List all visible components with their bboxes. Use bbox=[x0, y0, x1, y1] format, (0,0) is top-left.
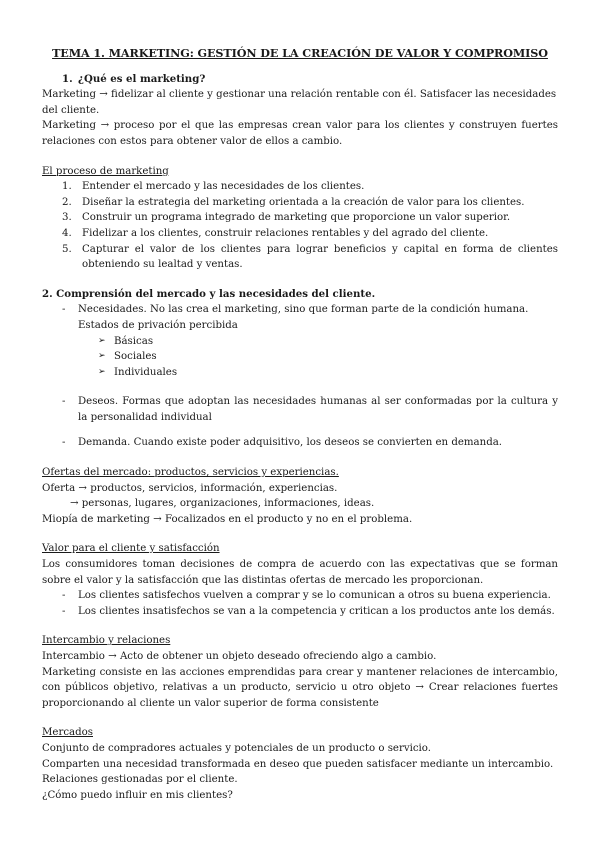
list-number: 5. bbox=[62, 243, 72, 255]
list-text: Fidelizar a los clientes, construir relaciones rentables y del agrado del cliente. bbox=[82, 227, 489, 239]
valor-text: Los consumidores toman decisiones de compra de acuerdo con las expectativas que se forman sobre el valor y la satisfacción que las distintas ofertas de mercado les proporcionan. bbox=[42, 559, 558, 586]
list-text: Capturar el valor de los clientes para lograr beneficios y capital en forma de clientes obteniendo su lealtad y ventas. bbox=[82, 243, 558, 271]
ofertas-line-2: → personas, lugares, organizaciones, informaciones, ideas. bbox=[70, 498, 375, 510]
list-number: 1. bbox=[62, 181, 72, 193]
ofertas-line-3: Miopía de marketing → Focalizados en el producto y no en el problema. bbox=[42, 513, 413, 525]
arrow-bullet-icon: ➢ bbox=[98, 366, 106, 377]
proceso-heading: El proceso de marketing bbox=[42, 165, 169, 177]
list-item bbox=[42, 365, 558, 381]
mercados-heading: Mercados bbox=[42, 727, 93, 739]
list-item bbox=[42, 349, 558, 365]
section-1-heading bbox=[42, 72, 558, 88]
section-2-heading: 2. Comprensión del mercado y las necesidades del cliente. bbox=[42, 287, 376, 300]
dash-marker: - bbox=[62, 590, 66, 602]
dash-marker: - bbox=[62, 605, 66, 617]
list-item bbox=[42, 334, 558, 350]
dash-marker: - bbox=[62, 396, 66, 408]
list-item bbox=[42, 195, 558, 211]
list-text: Básicas bbox=[114, 335, 154, 347]
list-text: Individuales bbox=[114, 366, 178, 378]
mercados-line-1: Conjunto de compradores actuales y potenciales de un producto o servicio. bbox=[42, 742, 431, 754]
dash-marker: - bbox=[62, 304, 66, 316]
deseos-text: Deseos. Formas que adoptan las necesidades humanas al ser conformadas por la cultura y la personalidad individual bbox=[78, 396, 558, 423]
list-text: Construir un programa integrado de marketing que proporcione un valor superior. bbox=[82, 212, 511, 224]
list-item bbox=[42, 179, 558, 195]
list-number: 4. bbox=[62, 227, 72, 239]
intercambio-heading: Intercambio y relaciones bbox=[42, 635, 171, 647]
list-text: Sociales bbox=[114, 351, 157, 363]
valor-item-2 bbox=[42, 604, 558, 620]
valor-item-1-text: Los clientes satisfechos vuelven a comprar y se lo comunican a otros su buena experiencia. bbox=[78, 590, 551, 602]
tipos-list bbox=[42, 334, 558, 381]
necesidades-item bbox=[42, 302, 558, 318]
demanda-text: Demanda. Cuando existe poder adquisitivo, los deseos se convierten en demanda. bbox=[78, 437, 503, 449]
proceso-list bbox=[42, 179, 558, 273]
demanda-item bbox=[42, 435, 558, 451]
section-1-number: 1. bbox=[62, 72, 73, 85]
deseos-item bbox=[42, 394, 558, 425]
valor-heading: Valor para el cliente y satisfacción bbox=[42, 543, 220, 555]
list-item bbox=[42, 242, 558, 273]
valor-item-1 bbox=[42, 588, 558, 604]
list-item bbox=[42, 210, 558, 226]
list-number: 2. bbox=[62, 196, 72, 208]
necesidades-text: Necesidades. No las crea el marketing, sino que forman parte de la condición humana. bbox=[78, 304, 529, 316]
marketing-definition-2: Marketing → proceso por el que las empresas crean valor para los clientes y construyen fuertes relaciones con estos para obtener valor de ellos a cambio. bbox=[42, 120, 558, 147]
ofertas-line-1: Oferta → productos, servicios, información, experiencias. bbox=[42, 482, 338, 494]
mercados-line-3: Relaciones gestionadas por el cliente. bbox=[42, 774, 238, 786]
marketing-definition-1: Marketing → fidelizar al cliente y gestionar una relación rentable con él. Satisfacer las necesidades del cliente. bbox=[42, 89, 557, 116]
list-text: Entender el mercado y las necesidades de los clientes. bbox=[82, 181, 365, 193]
mercados-line-2: Comparten una necesidad transformada en deseo que pueden satisfacer mediante un intercambio. bbox=[42, 758, 554, 770]
page-title: TEMA 1. MARKETING: GESTIÓN DE LA CREACIÓN DE VALOR Y COMPROMISO bbox=[52, 46, 548, 60]
document-page bbox=[42, 46, 558, 803]
dash-marker: - bbox=[62, 437, 66, 449]
ofertas-heading: Ofertas del mercado: productos, servicios y experiencias. bbox=[42, 467, 339, 479]
section-1-heading-text: ¿Qué es el marketing? bbox=[78, 72, 206, 85]
valor-item-2-text: Los clientes insatisfechos se van a la competencia y critican a los productos ante los demás. bbox=[78, 605, 555, 617]
estados-label: Estados de privación percibida bbox=[78, 319, 238, 331]
list-text: Diseñar la estrategia del marketing orientada a la creación de valor para los clientes. bbox=[82, 196, 525, 208]
list-number: 3. bbox=[62, 212, 72, 224]
list-item bbox=[42, 226, 558, 242]
arrow-bullet-icon: ➢ bbox=[98, 335, 106, 346]
mercados-line-4: ¿Cómo puedo influir en mis clientes? bbox=[42, 789, 233, 801]
arrow-bullet-icon: ➢ bbox=[98, 351, 106, 362]
intercambio-line-2: Marketing consiste en las acciones emprendidas para crear y mantener relaciones de intercambio, con públicos objetivo, relativas a un producto, servicio u otro objeto → Crear relaciones fuertes proporcionando al cliente un valor superior de forma consistente bbox=[42, 666, 558, 709]
intercambio-line-1: Intercambio → Acto de obtener un objeto deseado ofreciendo algo a cambio. bbox=[42, 651, 437, 662]
